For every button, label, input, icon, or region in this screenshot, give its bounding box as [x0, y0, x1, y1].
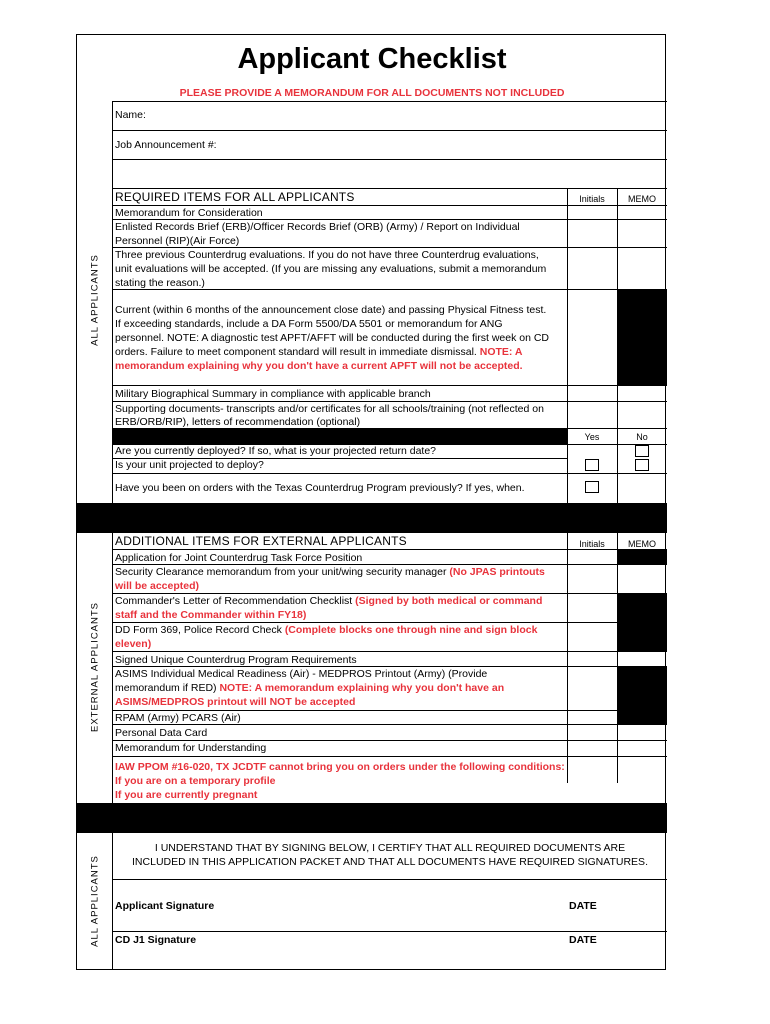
item-asims-note: ASIMS/MEDPROS printout will NOT be accepted — [115, 696, 356, 708]
item-dd369: DD Form 369, Police Record Check (Complete blocks one through nine and sign block — [115, 624, 538, 636]
item-erb-line1: Enlisted Records Brief (ERB)/Officer Records Brief (ORB) (Army) / Report on Individual — [115, 221, 520, 233]
item-support-line2: ERB/ORB/RIP), letters of recommendation (optional) — [115, 416, 361, 428]
initials-header: Initials — [579, 194, 605, 204]
memo-header: MEMO — [628, 194, 656, 204]
item-eval-line1: Three previous Counterdrug evaluations. If you do not have three Counterdrug evaluations, — [115, 249, 539, 261]
item-pft-line2: If exceeding standards, include a DA Form 5500/DA 5501 or memorandum for ANG — [115, 318, 503, 330]
question-deployed: Are you currently deployed? If so, what is your projected return date? — [115, 445, 437, 457]
applicant-checklist-form — [76, 34, 666, 970]
item-application: Application for Joint Counterdrug Task Force Position — [115, 552, 363, 564]
item-pft-line1: Current (within 6 months of the announcement close date) and passing Physical Fitness test. — [115, 304, 547, 316]
external-initials-header: Initials — [579, 539, 605, 549]
checkbox-projected-no[interactable] — [635, 459, 649, 471]
item-security: Security Clearance memorandum from your unit/wing security manager (No JPAS printouts — [115, 566, 545, 578]
side-label-all-applicants-2: ALL APPLICANTS — [89, 855, 101, 947]
item-unique-requirements: Signed Unique Counterdrug Program Requirements — [115, 654, 357, 666]
item-commander-note: staff and the Commander within FY18) — [115, 609, 307, 621]
item-memo-consideration: Memorandum for Consideration — [115, 207, 263, 219]
job-announcement-label: Job Announcement #: — [115, 139, 217, 151]
page-subtitle: PLEASE PROVIDE A MEMORANDUM FOR ALL DOCUMENTS NOT INCLUDED — [179, 87, 565, 99]
question-projected: Is your unit projected to deploy? — [115, 459, 264, 471]
item-asims-line1: ASIMS Individual Medical Readiness (Air) - MEDPROS Printout (Army) (Provide — [115, 668, 488, 680]
applicant-date-label: DATE — [569, 900, 597, 912]
item-memo-understanding: Memorandum for Understanding — [115, 742, 267, 754]
item-personal-data-card: Personal Data Card — [115, 727, 208, 739]
item-support-line1: Supporting documents- transcripts and/or certificates for all schools/training (not reflected on — [115, 403, 544, 415]
external-memo-header: MEMO — [628, 539, 656, 549]
item-pft-note: memorandum explaining why you don't have a current APFT will not be accepted. — [115, 360, 523, 372]
item-dd369-note: eleven) — [115, 638, 152, 650]
item-bio: Military Biographical Summary in compliance with applicable branch — [115, 388, 431, 400]
checkbox-deployed-no[interactable] — [635, 445, 649, 457]
no-header: No — [636, 432, 648, 442]
certify-line2: INCLUDED IN THIS APPLICATION PACKET AND THAT ALL DOCUMENTS HAVE REQUIRED SIGNATURES. — [132, 856, 648, 868]
item-erb-line2: Personnel (RIP)(Air Force) — [115, 235, 240, 247]
applicant-signature-label: Applicant Signature — [115, 900, 215, 912]
certify-line1: I UNDERSTAND THAT BY SIGNING BELOW, I CERTIFY THAT ALL REQUIRED DOCUMENTS ARE — [154, 842, 626, 854]
checkbox-projected-yes[interactable] — [585, 459, 599, 471]
page-title: Applicant Checklist — [237, 43, 507, 75]
yes-header: Yes — [584, 432, 600, 442]
side-label-all-applicants: ALL APPLICANTS — [89, 254, 101, 346]
external-items-header: ADDITIONAL ITEMS FOR EXTERNAL APPLICANTS — [115, 534, 407, 548]
cd-j1-date-label: DATE — [569, 934, 597, 946]
item-eval-line2: unit evaluations will be accepted. (If you are missing any evaluations, submit a memorandum — [115, 263, 547, 275]
ppom-condition-profile: If you are on a temporary profile — [115, 775, 276, 787]
side-label-external-applicants: EXTERNAL APPLICANTS — [89, 601, 101, 733]
item-rpam: RPAM (Army) PCARS (Air) — [115, 712, 241, 724]
ppom-condition-pregnant: If you are currently pregnant — [115, 789, 258, 801]
section-separator-1 — [77, 503, 667, 533]
cd-j1-signature-label: CD J1 Signature — [115, 934, 197, 946]
memo-blocked-cell — [617, 289, 667, 385]
checkbox-previous-yes[interactable] — [585, 481, 599, 493]
applicant-signature-field[interactable] — [237, 887, 557, 913]
question-previous-orders: Have you been on orders with the Texas Counterdrug Program previously? If yes, when. — [115, 482, 525, 494]
item-asims-line2: memorandum if RED) NOTE: A memorandum explaining why you don't have an — [115, 682, 505, 694]
item-pft-line4: orders. Failure to meet component standard will result in immediate dismissal. NOTE: A — [115, 346, 523, 358]
cd-j1-date-field[interactable] — [607, 935, 665, 961]
item-pft-line3: personnel. NOTE: A diagnostic test APFT/AFFT will be conducted during the first week on CD — [115, 332, 550, 344]
section-separator-2 — [77, 803, 667, 833]
item-eval-line3: stating the reason.) — [115, 277, 205, 289]
item-commander: Commander's Letter of Recommendation Checklist (Signed by both medical or command — [115, 595, 543, 607]
required-items-header: REQUIRED ITEMS FOR ALL APPLICANTS — [115, 190, 355, 204]
cd-j1-signature-field[interactable] — [237, 935, 557, 961]
ppom-condition-header: IAW PPOM #16-020, TX JCDTF cannot bring you on orders under the following conditions: — [115, 761, 565, 773]
name-label: Name: — [115, 109, 146, 121]
applicant-date-field[interactable] — [607, 887, 665, 913]
left-column-divider-2 — [112, 533, 113, 803]
item-security-note: will be accepted) — [115, 580, 200, 592]
yes-no-black-bar — [112, 428, 567, 444]
